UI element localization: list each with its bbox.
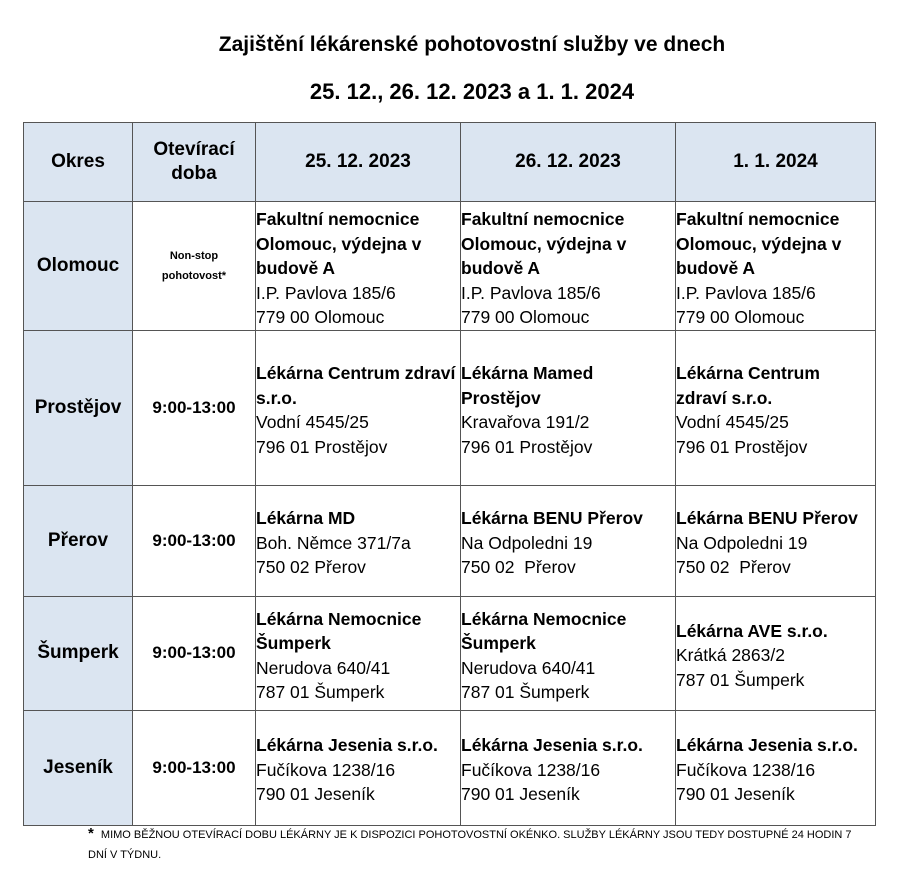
- hours-cell: 9:00-13:00: [133, 710, 256, 825]
- pharmacy-name: Fakultní nemocnice Olomouc, výdejna v budově A: [676, 209, 842, 278]
- pharmacy-cell: [461, 485, 676, 596]
- pharmacy-city: 790 01 Jeseník: [256, 784, 375, 805]
- pharmacy-address: Fučíkova 1238/16: [676, 759, 816, 780]
- page-title: Zajištění lékárenské pohotovostní služby ve dnech: [218, 33, 726, 56]
- footnote: [88, 824, 868, 865]
- header-doba-line2: doba: [171, 163, 217, 184]
- header-day-2: 26. 12. 2023: [461, 123, 676, 202]
- pharmacy-city: 779 00 Olomouc: [676, 307, 805, 327]
- district-cell: Přerov: [24, 485, 133, 596]
- pharmacy-cell: [256, 485, 461, 596]
- pharmacy-city: 787 01 Šumperk: [461, 682, 590, 702]
- pharmacy-city: 790 01 Jeseník: [676, 784, 795, 805]
- footnote-text: MIMO BĚŽNOU OTEVÍRACÍ DOBU LÉKÁRNY JE K DISPOZICI POHOTOVOSTNÍ OKÉNKO. SLUŽBY LÉKÁRNY JSOU TEDY DOSTUPNÉ 24 HODIN 7 DNÍ V TÝDNU.: [88, 829, 852, 861]
- district-cell: Prostějov: [24, 330, 133, 485]
- footnote-asterisk: *: [88, 825, 94, 842]
- table-header-row: [24, 123, 876, 202]
- pharmacy-address: Kravařova 191/2: [461, 412, 590, 432]
- pharmacy-name: Lékárna Centrum zdraví s.r.o.: [676, 363, 820, 408]
- pharmacy-cell: [676, 202, 876, 331]
- pharmacy-cell: [256, 202, 461, 331]
- pharmacy-cell: [676, 596, 876, 710]
- pharmacy-city: 796 01 Prostějov: [676, 436, 808, 457]
- pharmacy-address: I.P. Pavlova 185/6: [461, 282, 601, 303]
- district-cell: Olomouc: [24, 202, 133, 331]
- pharmacy-name: Lékárna Centrum zdraví s.r.o.: [256, 363, 456, 408]
- pharmacy-name: Lékárna Nemocnice Šumperk: [461, 608, 627, 653]
- pharmacy-name: Lékárna Jesenia s.r.o.: [676, 735, 858, 756]
- pharmacy-cell: [676, 330, 876, 485]
- header-day-3: 1. 1. 2024: [676, 123, 876, 202]
- pharmacy-city: 787 01 Šumperk: [256, 682, 385, 702]
- pharmacy-cell: [461, 710, 676, 825]
- page-subtitle-dates: 25. 12., 26. 12. 2023 a 1. 1. 2024: [309, 79, 635, 104]
- pharmacy-name: Lékárna Jesenia s.r.o.: [461, 735, 643, 756]
- pharmacy-address: Na Odpoledni 19: [461, 532, 593, 553]
- pharmacy-address: Nerudova 640/41: [256, 657, 391, 678]
- pharmacy-name: Fakultní nemocnice Olomouc, výdejna v budově A: [461, 209, 627, 278]
- pharmacy-address: I.P. Pavlova 185/6: [676, 282, 816, 303]
- table-row-olomouc: [24, 202, 876, 331]
- pharmacy-address: Fučíkova 1238/16: [461, 759, 601, 780]
- pharmacy-city: 779 00 Olomouc: [461, 307, 590, 327]
- pharmacy-name: Lékárna Mamed Prostějov: [461, 363, 594, 408]
- pharmacy-cell: [461, 202, 676, 331]
- pharmacy-city: 750 02 Přerov: [676, 557, 791, 578]
- hours-line1: Non-stop: [169, 249, 219, 262]
- pharmacy-cell: [676, 485, 876, 596]
- pharmacy-name: Fakultní nemocnice Olomouc, výdejna v budově A: [256, 209, 422, 278]
- pharmacy-name: Lékárna AVE s.r.o.: [676, 620, 828, 641]
- pharmacy-address: Vodní 4545/25: [256, 412, 369, 432]
- table-row-sumperk: [24, 596, 876, 710]
- pharmacy-city: 787 01 Šumperk: [676, 669, 805, 690]
- hours-cell: [133, 202, 256, 331]
- pharmacy-cell: [461, 330, 676, 485]
- pharmacy-address: Krátká 2863/2: [676, 645, 785, 666]
- pharmacy-city: 796 01 Prostějov: [461, 436, 593, 457]
- header-day-1: 25. 12. 2023: [256, 123, 461, 202]
- header-okres: Okres: [24, 123, 133, 202]
- pharmacy-cell: [256, 596, 461, 710]
- pharmacy-schedule-table: [23, 122, 876, 826]
- pharmacy-cell: [461, 596, 676, 710]
- table-row-prostejov: [24, 330, 876, 485]
- header-oteviraci-doba: [133, 123, 256, 202]
- pharmacy-name: Lékárna BENU Přerov: [676, 508, 858, 529]
- pharmacy-address: Vodní 4545/25: [676, 412, 789, 432]
- pharmacy-address: Nerudova 640/41: [461, 657, 596, 678]
- pharmacy-city: 750 02 Přerov: [256, 557, 366, 578]
- pharmacy-city: 790 01 Jeseník: [461, 784, 580, 805]
- header-doba-line1: Otevírací: [153, 139, 235, 160]
- table-row-jesenik: [24, 710, 876, 825]
- pharmacy-name: Lékárna Nemocnice Šumperk: [256, 608, 422, 653]
- district-cell: Jeseník: [24, 710, 133, 825]
- pharmacy-city: 796 01 Prostějov: [256, 436, 388, 457]
- table-row-prerov: [24, 485, 876, 596]
- pharmacy-address: I.P. Pavlova 185/6: [256, 282, 396, 303]
- pharmacy-city: 779 00 Olomouc: [256, 307, 385, 327]
- pharmacy-cell: [256, 710, 461, 825]
- pharmacy-address: Boh. Němce 371/7a: [256, 532, 411, 553]
- pharmacy-city: 750 02 Přerov: [461, 557, 576, 578]
- district-cell: Šumperk: [24, 596, 133, 710]
- hours-line2: pohotovost*: [161, 269, 227, 282]
- pharmacy-name: Lékárna Jesenia s.r.o.: [256, 735, 438, 756]
- pharmacy-address: Na Odpoledni 19: [676, 532, 808, 553]
- hours-cell: 9:00-13:00: [133, 330, 256, 485]
- pharmacy-name: Lékárna BENU Přerov: [461, 508, 643, 529]
- hours-cell: 9:00-13:00: [133, 596, 256, 710]
- pharmacy-cell: [256, 330, 461, 485]
- pharmacy-address: Fučíkova 1238/16: [256, 759, 396, 780]
- hours-cell: 9:00-13:00: [133, 485, 256, 596]
- pharmacy-cell: [676, 710, 876, 825]
- pharmacy-name: Lékárna MD: [256, 508, 356, 529]
